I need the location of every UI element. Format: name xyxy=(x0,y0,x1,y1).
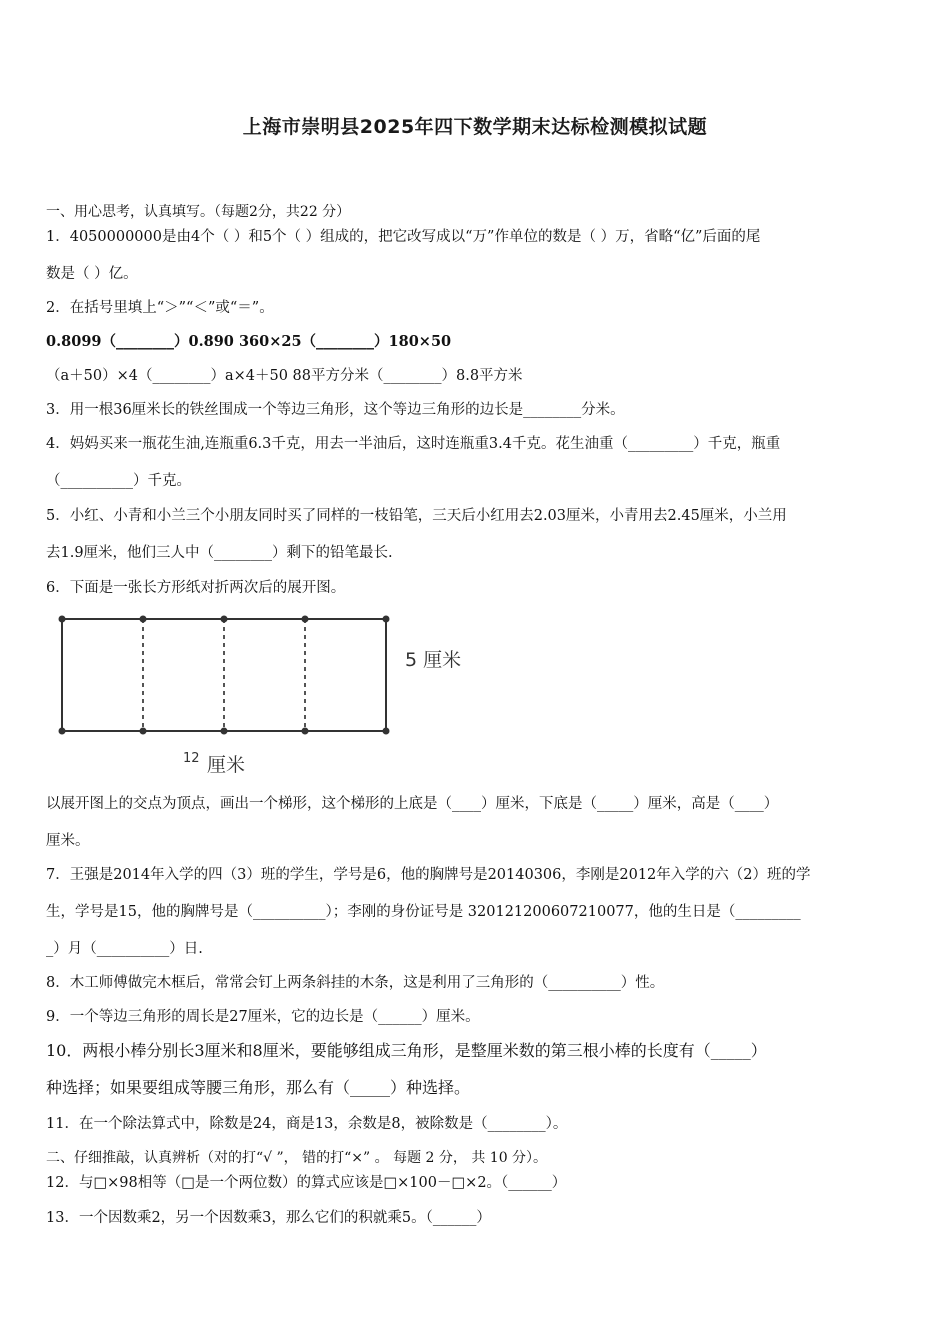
vertex-dot xyxy=(59,616,66,623)
q12-line1: 12．与□×98相等（□是一个两位数）的算式应该是□×100－□×2。（______） xyxy=(46,1175,567,1191)
q2-line2: 0.8099（________）0.890 360×25（________）180×50 xyxy=(46,333,452,350)
section1-heading: 一、用心思考，认真填写。（每题2分，共22 分） xyxy=(46,204,351,220)
vertex-dot xyxy=(383,728,390,735)
q2-line3: （a＋50）×4（________）a×4＋50 88平方分米（________）8.8平方米 xyxy=(46,368,523,384)
q7-line1: 7．王强是2014年入学的四（3）班的学生，学号是6，他的胸牌号是20140306，李刚是2012年入学的六（2）班的学 xyxy=(46,867,811,883)
q3-line1: 3．用一根36厘米长的铁丝围成一个等边三角形，这个等边三角形的边长是________分米。 xyxy=(46,402,625,418)
vertex-dot xyxy=(59,728,66,735)
unfolded-paper-diagram xyxy=(40,605,480,780)
q5-line2: 去1.9厘米，他们三人中（________）剩下的铅笔最长. xyxy=(46,545,393,561)
q10-line1: 10．两根小棒分别长3厘米和8厘米，要能够组成三角形，是整厘米数的第三根小棒的长度有（_____） xyxy=(46,1041,767,1060)
vertex-dot xyxy=(383,616,390,623)
vertex-dot xyxy=(140,616,147,623)
q9-line1: 9．一个等边三角形的周长是27厘米，它的边长是（______）厘米。 xyxy=(46,1009,480,1025)
q1-line1: 1．4050000000是由4个（ ）和5个（ ）组成的，把它改写成以“万”作单位的数是（ ）万，省略“亿”后面的尾 xyxy=(46,229,761,245)
q8-line1: 8．木工师傅做完木框后，常常会钉上两条斜挂的木条，这是利用了三角形的（__________）性。 xyxy=(46,975,665,991)
section2-heading: 二、仔细推敲，认真辨析（对的打“√ ”， 错的打“×” 。 每题 2 分， 共 10 分）。 xyxy=(46,1150,548,1166)
height-label: 5 厘米 xyxy=(405,649,462,671)
page-title: 上海市崇明县2025年四下数学期末达标检测模拟试题 xyxy=(242,116,708,138)
q5-line1: 5．小红、小青和小兰三个小朋友同时买了同样的一枝铅笔，三天后小红用去2.03厘米，小青用去2.45厘米，小兰用 xyxy=(46,508,787,524)
q4-line1: 4．妈妈买来一瓶花生油,连瓶重6.3千克，用去一半油后，这时连瓶重3.4千克。花生油重（_________）千克，瓶重 xyxy=(46,436,781,452)
q11-line1: 11．在一个除法算式中，除数是24，商是13，余数是8，被除数是（________）。 xyxy=(46,1116,568,1132)
q2-line1: 2．在括号里填上“＞”“＜”或“＝”。 xyxy=(46,300,274,316)
q4-line2: （__________）千克。 xyxy=(46,473,191,489)
vertex-dot xyxy=(221,728,228,735)
vertex-dot xyxy=(302,616,309,623)
q10-line2: 种选择；如果要组成等腰三角形，那么有（_____）种选择。 xyxy=(46,1078,471,1097)
q6-line3: 厘米。 xyxy=(46,833,90,849)
vertex-dot xyxy=(302,728,309,735)
q7-line2: 生，学号是15，他的胸牌号是（__________）；李刚的身份证号是 320121200607210077，他的生日是（_________ xyxy=(46,904,801,920)
q6-line2: 以展开图上的交点为顶点，画出一个梯形，这个梯形的上底是（____）厘米，下底是（_____）厘米，高是（____） xyxy=(46,796,779,812)
q13-line1: 13．一个因数乘2，另一个因数乘3，那么它们的积就乘5。（______） xyxy=(46,1210,491,1226)
width-label-number: 12 xyxy=(183,751,200,766)
q7-line3: _）月（__________）日. xyxy=(46,941,203,957)
vertex-dot xyxy=(140,728,147,735)
q1-line2: 数是（ ）亿。 xyxy=(46,266,138,282)
width-label-unit: 厘米 xyxy=(207,754,246,776)
vertex-dot xyxy=(221,616,228,623)
q6-line1: 6．下面是一张长方形纸对折两次后的展开图。 xyxy=(46,580,346,596)
